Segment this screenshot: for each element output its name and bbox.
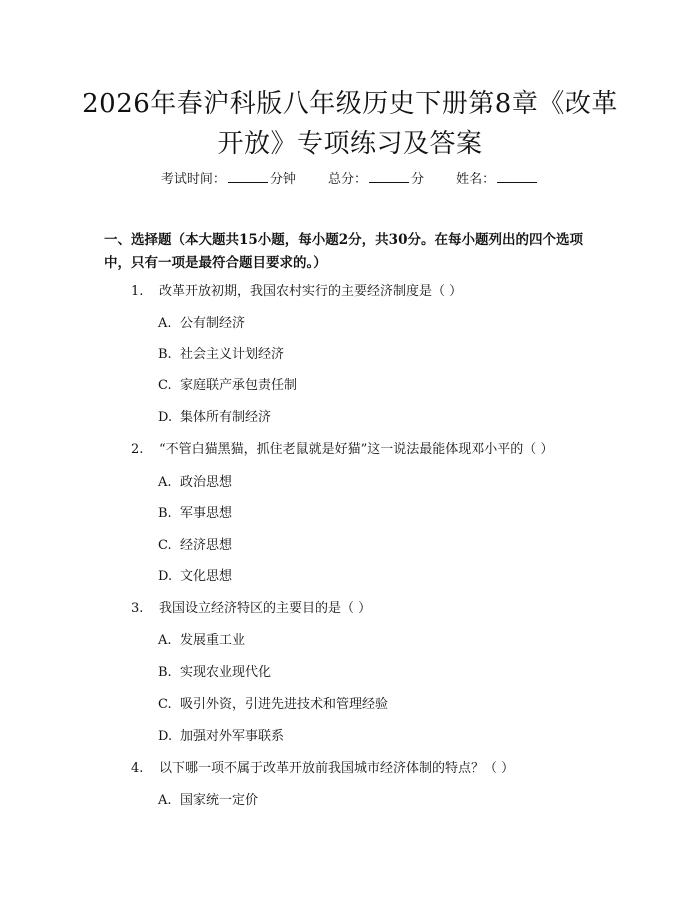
student-name-field [456,168,539,190]
option-text: 公有制经济 [180,316,246,331]
question-number: 1. [131,284,144,299]
section-heading: 一、选择题（本大题共15小题，每小题2分，共30分。在每小题列出的四个选项中，只有一项是最符合题目要求的。） [104,232,583,271]
question-4 [131,759,514,779]
total-score-blank [369,168,409,183]
question-text: 改革开放初期，我国农村实行的主要经济制度是（ ） [159,284,463,299]
option-letter: A. [158,793,172,808]
option-item [158,473,232,493]
student-name-label: 姓名： [456,172,496,187]
exam-time-field [161,168,296,190]
option-item [158,536,232,556]
exam-time-unit: 分钟 [269,172,296,187]
option-item [158,408,271,428]
option-letter: B. [158,665,172,680]
question-number: 3. [131,601,144,616]
option-item [158,567,232,587]
option-text: 家庭联产承包责任制 [180,378,298,393]
student-name-blank [497,168,537,183]
exam-info-line [0,168,700,190]
option-letter: B. [158,347,172,362]
total-score-unit: 分 [411,172,425,187]
option-letter: D. [158,569,173,584]
option-item [158,314,245,334]
option-item [158,345,284,365]
option-letter: A. [158,633,172,648]
option-text: 实现农业现代化 [180,665,272,680]
question-1 [131,282,462,302]
option-item [158,695,388,715]
total-score-field [328,168,424,190]
option-letter: B. [158,506,172,521]
option-letter: D. [158,729,173,744]
option-text: 国家统一定价 [180,793,259,808]
option-letter: A. [158,316,172,331]
question-3 [131,599,371,619]
question-number: 4. [131,761,144,776]
option-text: 经济思想 [180,538,233,553]
option-item [158,727,284,747]
option-text: 军事思想 [180,506,233,521]
option-item [158,663,271,683]
question-2 [131,440,553,460]
question-number: 2. [131,442,144,457]
option-text: 社会主义计划经济 [180,347,285,362]
option-letter: C. [158,538,172,553]
option-item [158,376,297,396]
exam-time-label: 考试时间： [160,172,226,187]
option-text: 政治思想 [180,475,233,490]
option-letter: A. [158,475,172,490]
option-text: 加强对外军事联系 [180,729,285,744]
option-text: 文化思想 [180,569,233,584]
option-letter: C. [158,378,172,393]
option-item [158,631,245,651]
option-letter: C. [158,697,172,712]
question-text: “不管白猫黑猫，抓住老鼠就是好猫”这一说法最能体现邓小平的（ ） [159,442,554,457]
total-score-label: 总分： [327,172,367,187]
option-letter: D. [158,410,173,425]
option-text: 吸引外资，引进先进技术和管理经验 [180,697,389,712]
document-title: 2026年春沪科版八年级历史下册第8章《改革开放》专项练习及答案 [82,89,618,159]
exam-time-blank [228,168,268,183]
option-item [158,791,258,811]
option-text: 集体所有制经济 [180,410,272,425]
option-item [158,504,232,524]
question-text: 以下哪一项不属于改革开放前我国城市经济体制的特点？（ ） [159,761,515,776]
option-text: 发展重工业 [180,633,246,648]
question-text: 我国设立经济特区的主要目的是（ ） [159,601,372,616]
